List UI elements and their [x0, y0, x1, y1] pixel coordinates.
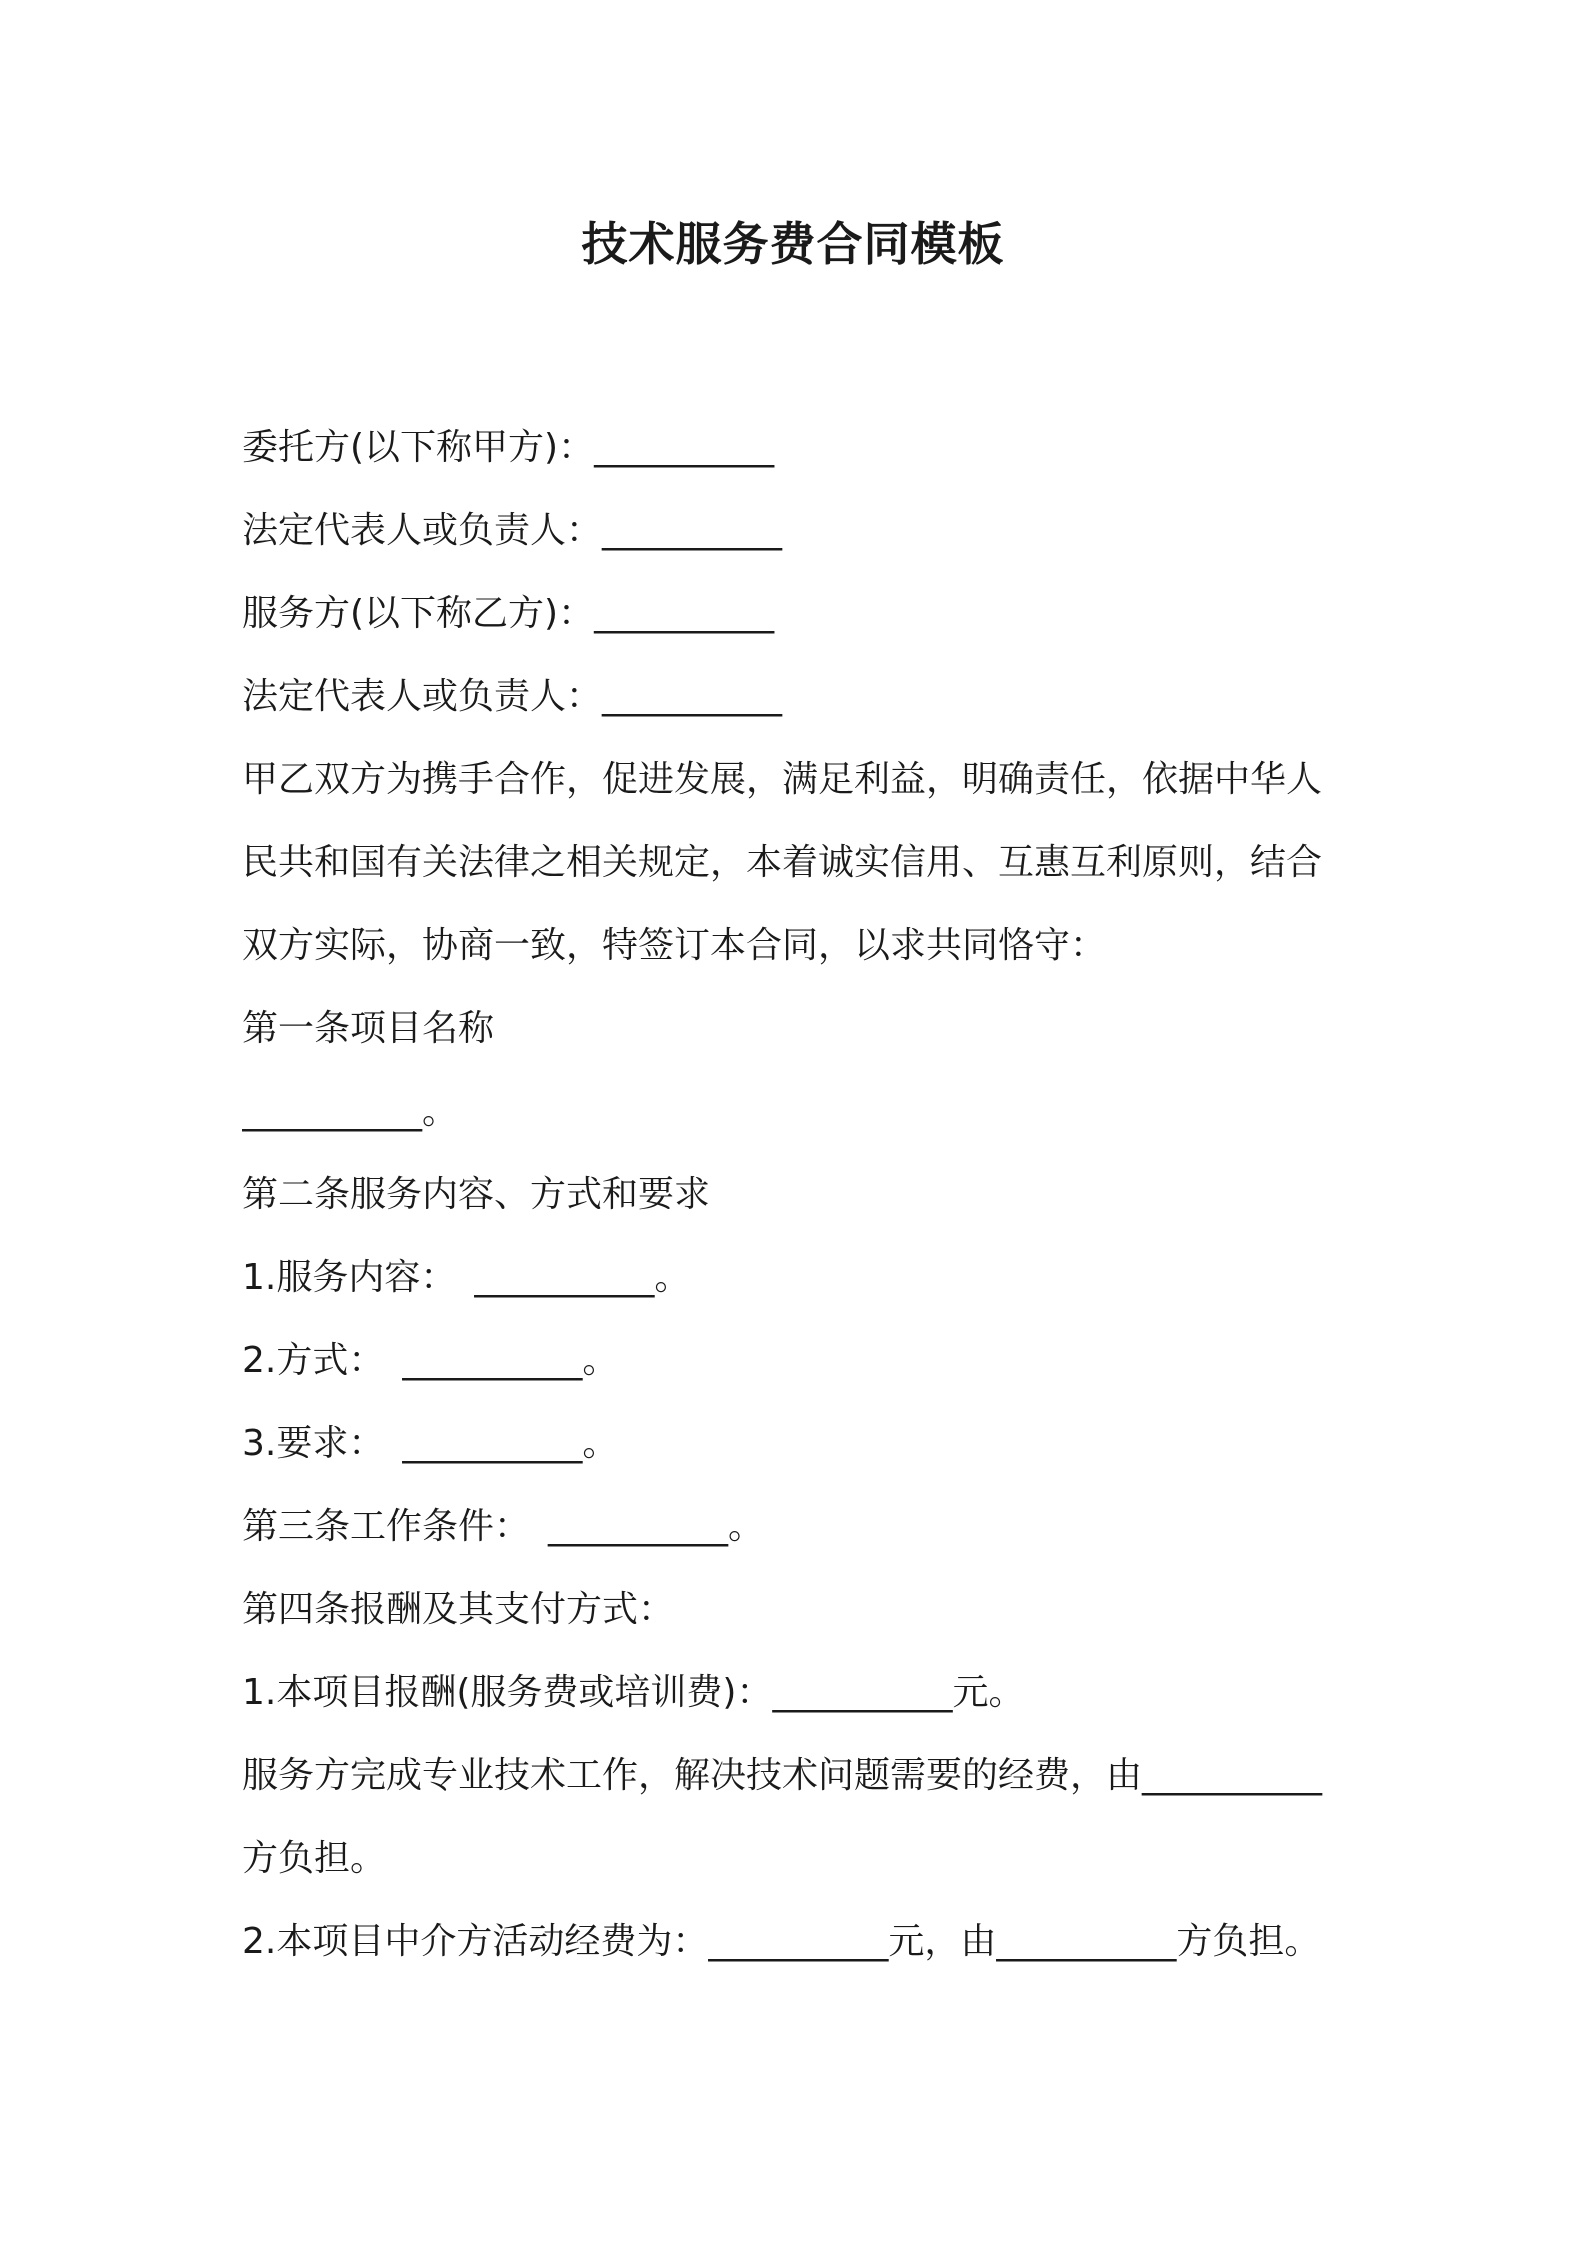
- preamble-line-2: 民共和国有关法律之相关规定，本着诚实信用、互惠互利原则，结合: [242, 842, 1323, 883]
- article-4-cost-line-2: 方负担。: [242, 1838, 387, 1879]
- document-body: [242, 406, 1362, 1983]
- document-title: 技术服务费合同模板: [581, 217, 1005, 271]
- article-4-cost-line-1: 服务方完成专业技术工作，解决技术问题需要的经费，由__________: [242, 1755, 1323, 1796]
- article-2-item-1: 1.服务内容： __________。: [242, 1257, 691, 1298]
- article-4-item-2: 2.本项目中介方活动经费为：__________元，由__________方负担。: [242, 1921, 1321, 1962]
- article-1-heading: 第一条项目名称: [242, 1008, 495, 1049]
- article-4-heading: 第四条报酬及其支付方式：: [242, 1589, 675, 1630]
- article-3-line: 第三条工作条件： __________。: [242, 1506, 765, 1547]
- article-2-heading: 第二条服务内容、方式和要求: [242, 1174, 711, 1215]
- party-b-representative-line: 法定代表人或负责人：__________: [242, 676, 783, 717]
- party-b-line: 服务方(以下称乙方)：__________: [242, 593, 775, 634]
- article-1-blank: __________。: [242, 1091, 459, 1132]
- party-a-line: 委托方(以下称甲方)：__________: [242, 427, 775, 468]
- article-2-item-3: 3.要求： __________。: [242, 1423, 619, 1464]
- article-4-item-1: 1.本项目报酬(服务费或培训费)：__________元。: [242, 1672, 1025, 1713]
- party-a-representative-line: 法定代表人或负责人：__________: [242, 510, 783, 551]
- preamble-line-1: 甲乙双方为携手合作，促进发展，满足利益，明确责任，依据中华人: [242, 759, 1323, 800]
- article-2-item-2: 2.方式： __________。: [242, 1340, 619, 1381]
- preamble-line-3: 双方实际，协商一致，特签订本合同，以求共同恪守：: [242, 925, 1107, 966]
